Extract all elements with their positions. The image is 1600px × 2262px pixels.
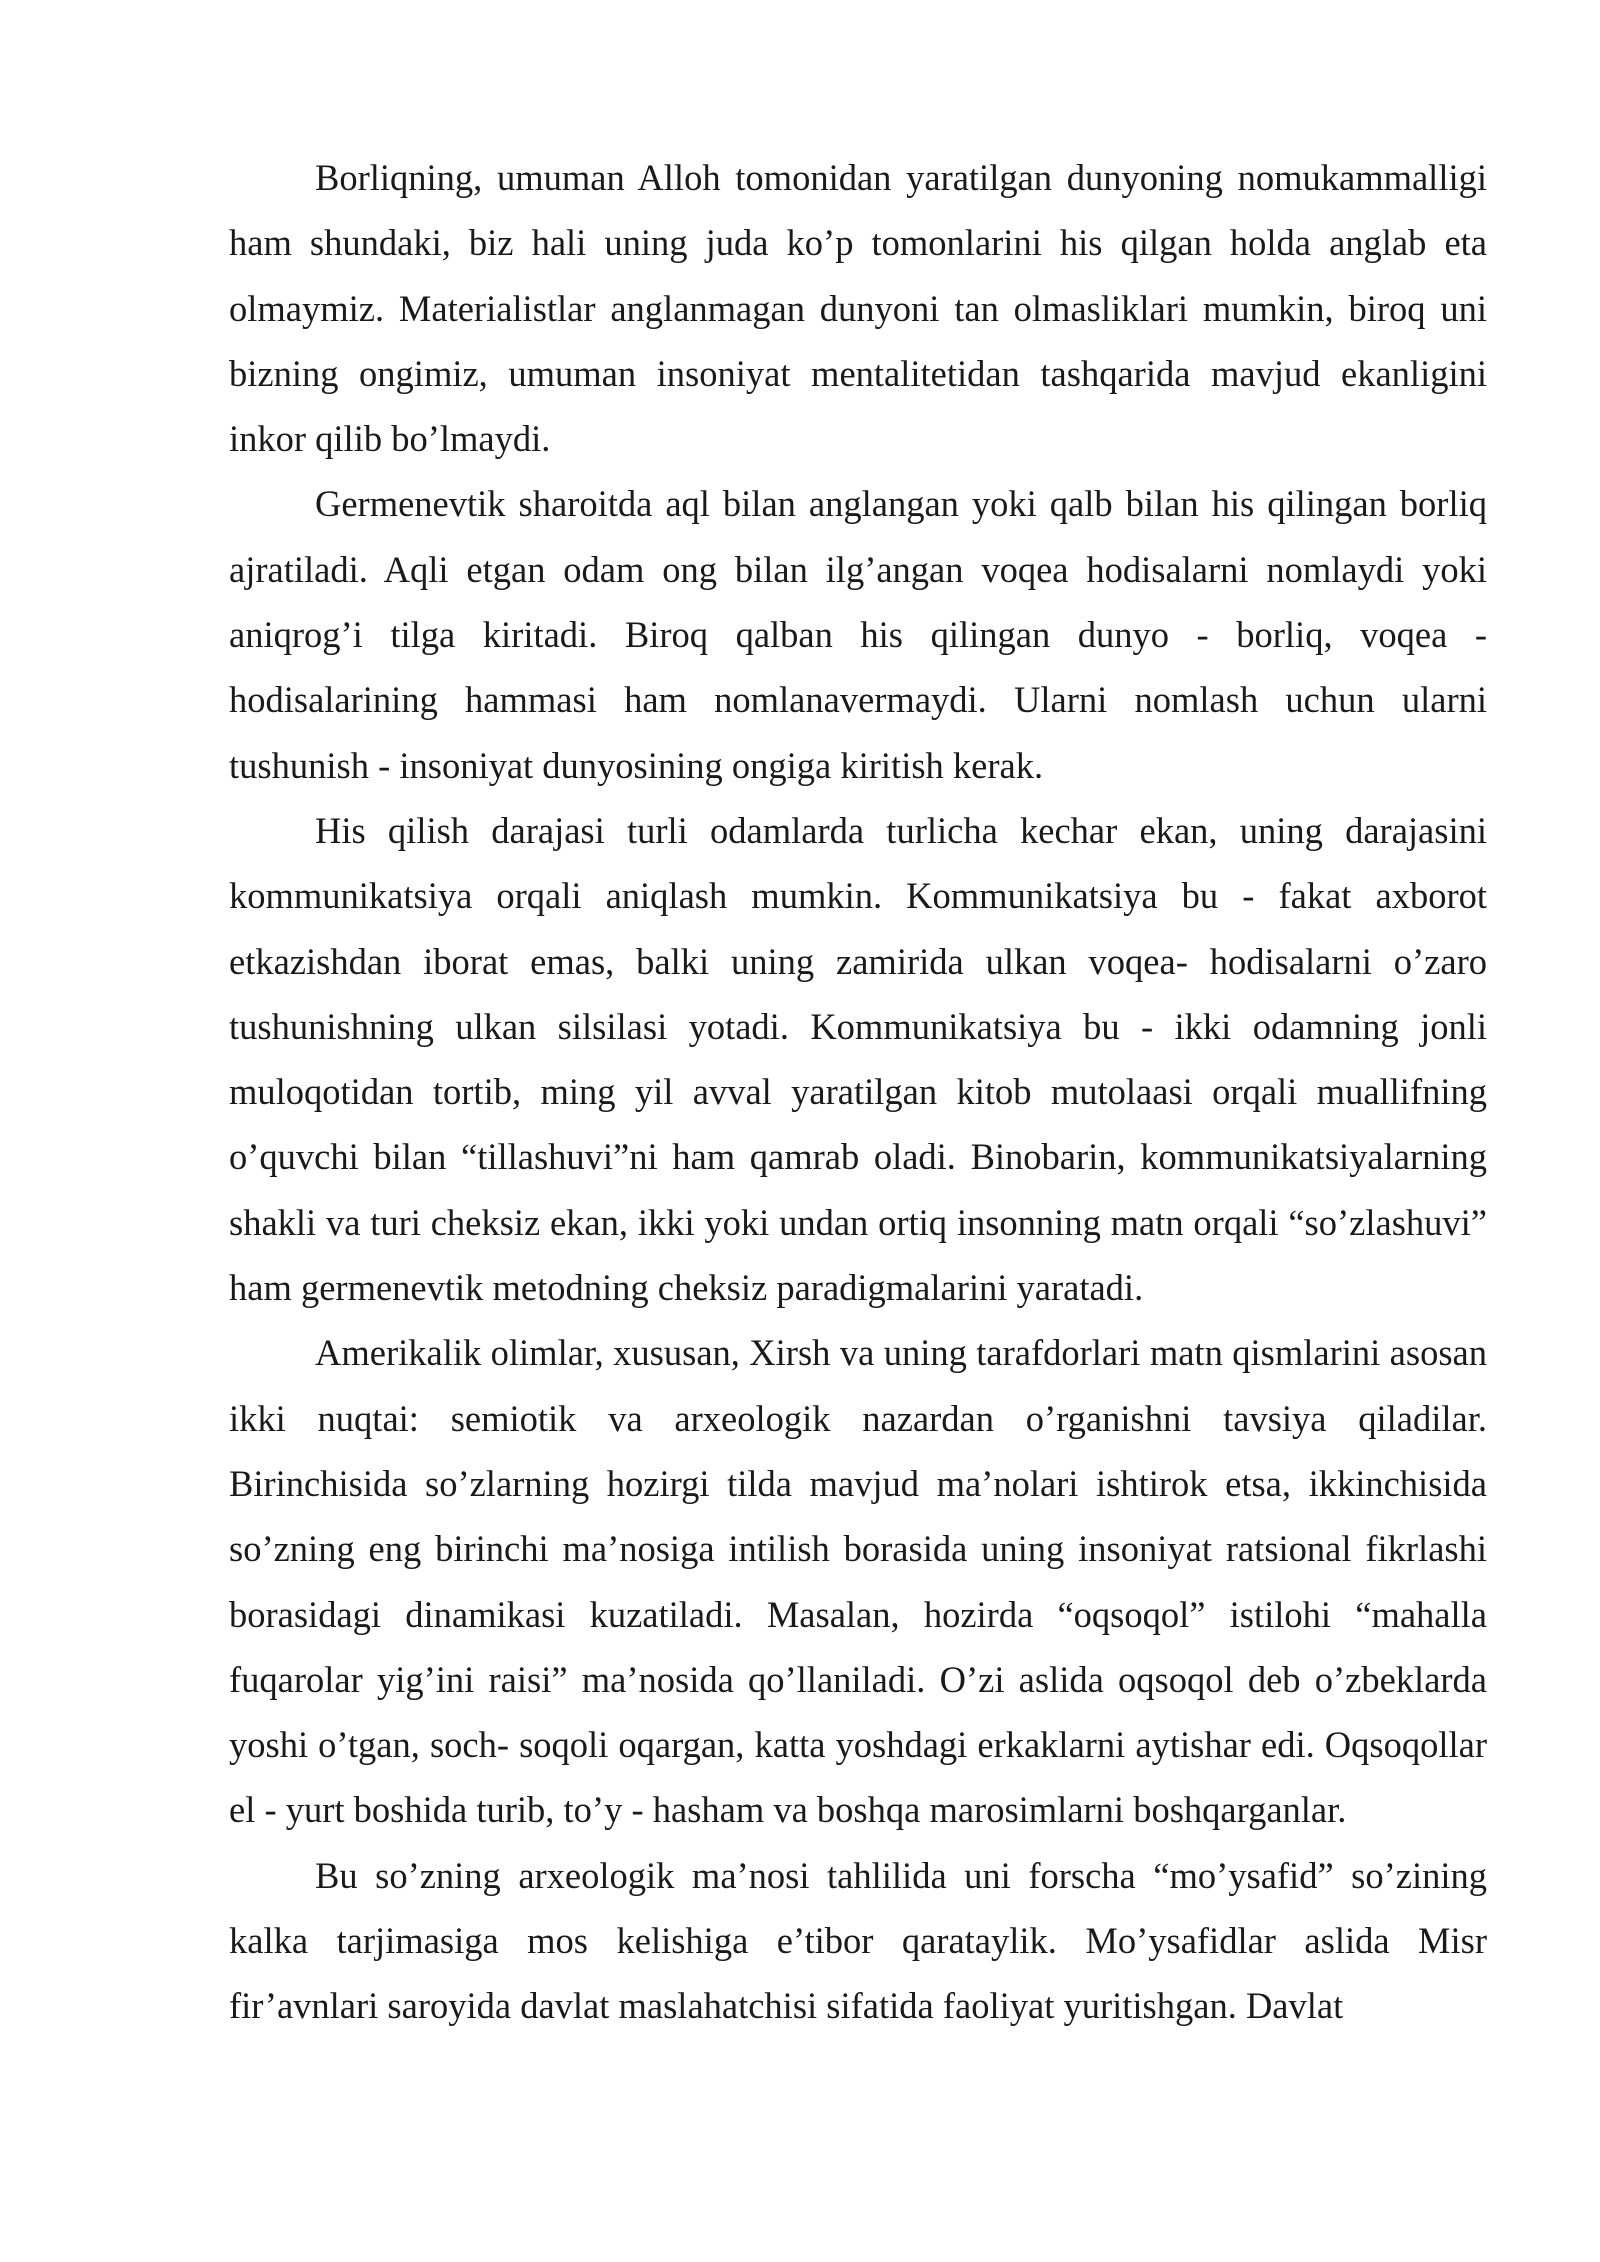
paragraph-1: Borliqning, umuman Alloh tomonidan yaratilgan dunyoning nomukammalligi ham shundaki, biz hali uning juda ko’p tomonlarini his qilgan holda anglab eta olmaymiz. Materialistlar anglanmagan dunyoni tan olmasliklari mumkin, biroq uni bizning ongimiz, umuman insoniyat mentalitetidan tashqarida mavjud ekanligini inkor qilib bo’lmaydi. — [229, 157, 1487, 460]
paragraph-4: Amerikalik olimlar, xususan, Xirsh va uning tarafdorlari matn qismlarini asosan ikki nuqtai: semiotik va arxeologik nazardan o’rganishni tavsiya qiladilar. Birinchisida so’zlarning hozirgi tilda mavjud ma’nolari ishtirok etsa, ikkinchisida so’zning eng birinchi ma’nosiga intilish borasida uning insoniyat ratsional fikrlashi borasidagi dinamikasi kuzatiladi. Masalan, hozirda “oqsoqol” istilohi “mahalla fuqarolar yig’ini raisi” ma’nosida qo’llaniladi. O’zi aslida oqsoqol deb o’zbeklarda yoshi o’tgan, soch- soqoli oqargan, katta yoshdagi erkaklarni aytishar edi. Oqsoqollar el - yurt boshida turib, to’y - hasham va boshqa marosimlarni boshqarganlar. — [229, 1332, 1487, 1831]
paragraph-2: Germenevtik sharoitda aql bilan anglangan yoki qalb bilan his qilingan borliq ajratiladi. Aqli etgan odam ong bilan ilg’angan voqea hodisalarni nomlaydi yoki aniqrog’i tilga kiritadi. Biroq qalban his qilingan dunyo - borliq, voqea - hodisalarining hammasi ham nomlanavermaydi. Ularni nomlash uchun ularni tushunish - insoniyat dunyosining ongiga kiritish kerak. — [229, 483, 1487, 786]
paragraph-5: Bu so’zning arxeologik ma’nosi tahlilida uni forscha “mo’ysafid” so’zining kalka tarjimasiga mos kelishiga e’tibor qarataylik. Mo’ysafidlar aslida Misr fir’avnlari saroyida davlat maslahatchisi sifatida faoliyat yuritishgan. Davlat — [229, 1854, 1487, 2027]
document-body — [229, 145, 1487, 2039]
paragraph-3: His qilish darajasi turli odamlarda turlicha kechar ekan, uning darajasini kommunikatsiya orqali aniqlash mumkin. Kommunikatsiya bu - fakat axborot etkazishdan iborat emas, balki uning zamirida ulkan voqea- hodisalarni o’zaro tushunishning ulkan silsilasi yotadi. Kommunikatsiya bu - ikki odamning jonli muloqotidan tortib, ming yil avval yaratilgan kitob mutolaasi orqali muallifning o’quvchi bilan “tillashuvi”ni ham qamrab oladi. Binobarin, kommunikatsiyalarning shakli va turi cheksiz ekan, ikki yoki undan ortiq insonning matn orqali “so’zlashuvi” ham germenevtik metodning cheksiz paradigmalarini yaratadi. — [229, 809, 1487, 1309]
